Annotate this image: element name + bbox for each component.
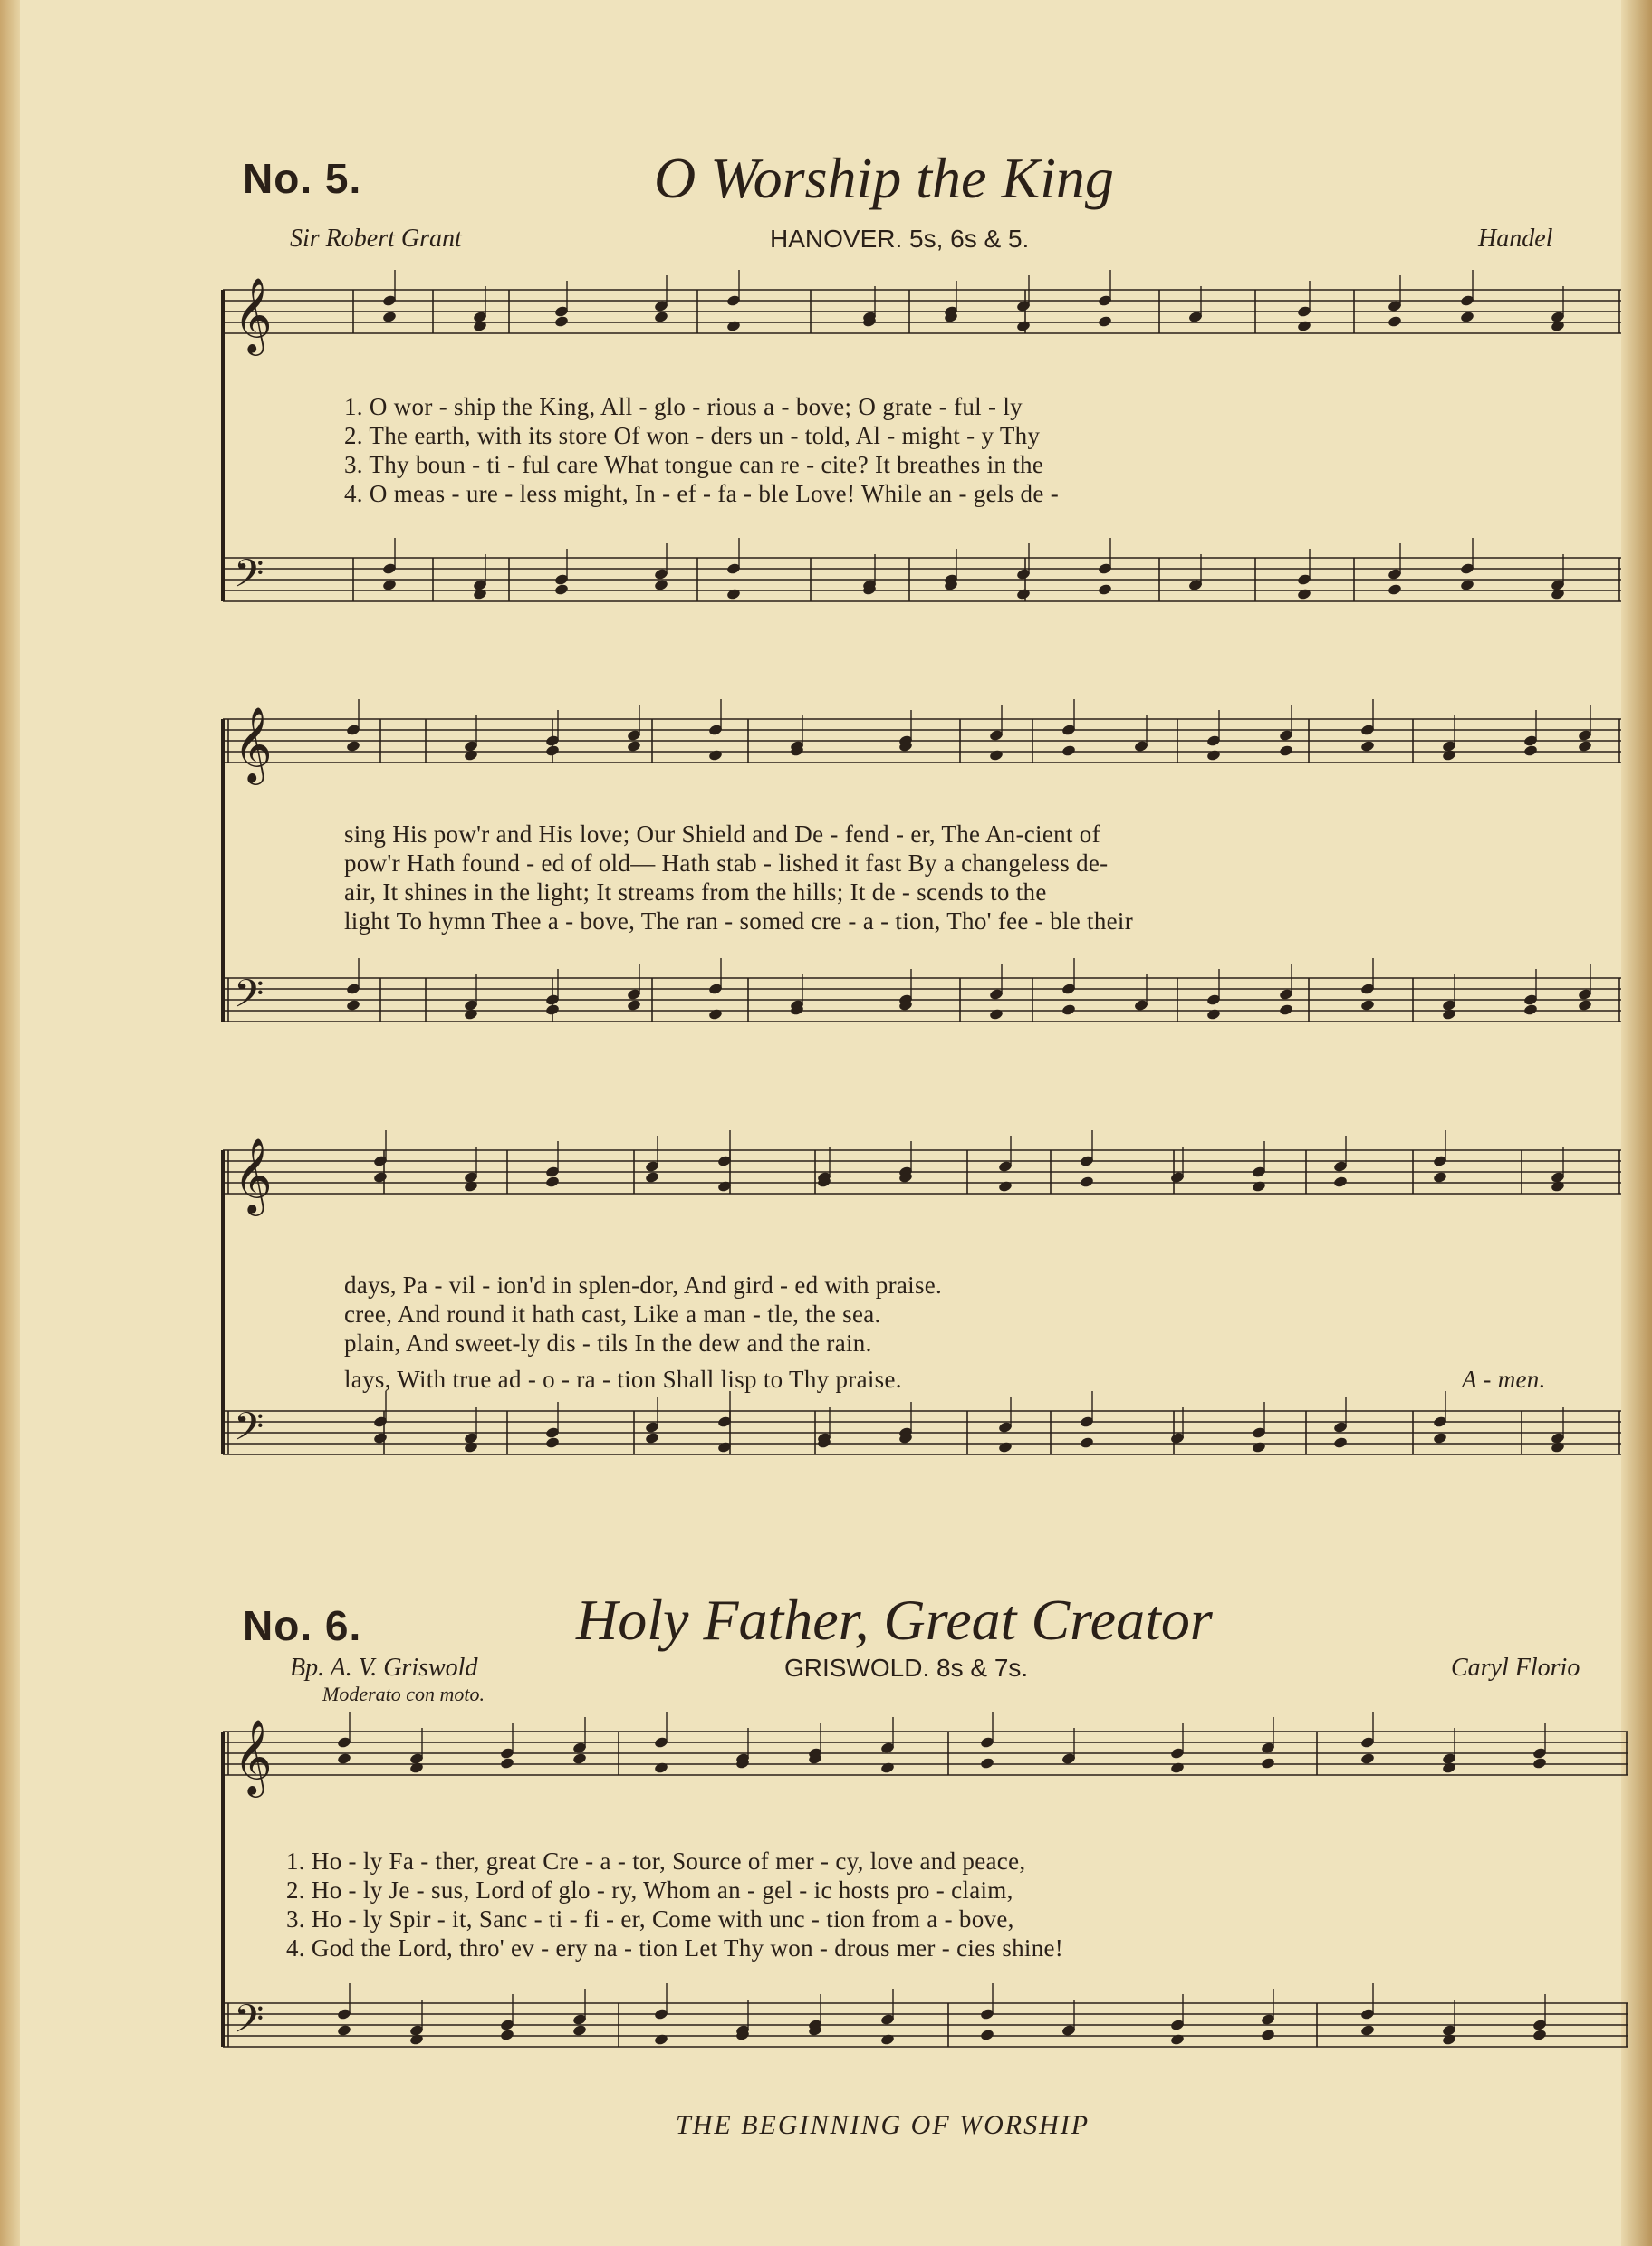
hymn-5-sys1-verse1: 1. O wor - ship the King, All - glo - rious a - bove; O grate - ful - ly xyxy=(344,393,1023,420)
hymn-5-system-2-bass-note xyxy=(1279,1003,1294,1016)
hymn-6-system-1-bass-note xyxy=(500,2029,515,2041)
hymn-5-system-1-treble-note xyxy=(1551,320,1566,332)
hymn-6-system-1-treble-note xyxy=(1360,1752,1376,1765)
hymn-5-sys3-verse4: lays, With true ad - o - ra - tion Shall lisp to Thy praise. xyxy=(344,1366,902,1393)
hymn-6-system-1-treble-note xyxy=(1442,1761,1457,1774)
hymn-6-system-1-bass-note xyxy=(1261,2029,1276,2041)
hymn-5-system-3-bass-note xyxy=(1433,1432,1448,1445)
hymn-6-title: Holy Father, Great Creator xyxy=(576,1588,1213,1652)
hymn-5-system-3-treble-note xyxy=(1551,1180,1566,1193)
hymn-5-system-3-treble-note xyxy=(1252,1180,1267,1193)
hymn-5-system-3-treble-clef: 𝄞 xyxy=(234,1137,273,1213)
hymn-6-system-1-bass-note xyxy=(654,2033,669,2046)
hymn-5-system-2-treble-note xyxy=(1523,744,1539,757)
hymn-6-author: Bp. A. V. Griswold xyxy=(290,1654,478,1682)
hymn-5-system-2-treble-note xyxy=(1279,744,1294,757)
hymn-5-system-1-bass-note xyxy=(726,588,742,600)
hymn-5-system-3-treble-note xyxy=(1433,1171,1448,1184)
hymn-5-system-3-bass-note xyxy=(1551,1441,1566,1454)
hymn-5-system-3-bass-note xyxy=(464,1441,479,1454)
hymn-5-system-3-treble-note xyxy=(545,1176,561,1188)
hymn-5-system-2-bass-note xyxy=(708,1008,724,1021)
hymn-6-system-1-treble-note xyxy=(1532,1757,1548,1770)
hymn-5-system-2-bass-note xyxy=(1206,1008,1222,1021)
hymn-5-system-3-treble-note xyxy=(373,1171,389,1184)
hymn-5-system-1-bass-note xyxy=(1098,583,1113,596)
hymn-5-sys2-verse1: sing His pow'r and His love; Our Shield and De - fend - er, The An-cient of xyxy=(344,821,1100,848)
hymn-5-system-2-treble-note xyxy=(1061,744,1077,757)
hymn-5-system-2-treble-note xyxy=(545,744,561,757)
hymn-5-system-2-treble-note xyxy=(627,740,642,753)
hymn-5-system-3-bass-note xyxy=(1252,1441,1267,1454)
hymn-5-system-2-bass-note xyxy=(346,999,361,1012)
hymn-5-sys3-verse1: days, Pa - vil - ion'd in splen-dor, And gird - ed with praise. xyxy=(344,1272,943,1299)
hymn-6-system-1-treble-note xyxy=(337,1752,352,1765)
hymn-5-sys1-verse4: 4. O meas - ure - less might, In - ef - fa - ble Love! While an - gels de - xyxy=(344,480,1059,507)
hymn-5-system-2-treble-note xyxy=(989,749,1004,762)
hymn-5-sys2-verse3: air, It shines in the light; It streams from the hills; It de - scends to the xyxy=(344,878,1047,906)
hymn-5-system-1-treble-note xyxy=(382,311,398,323)
hymn-5-sys3-verse3: plain, And sweet-ly dis - tils In the dew and the rain. xyxy=(344,1329,872,1357)
hymn-5-system-1-bass-note xyxy=(654,579,669,591)
hymn-5-system-1-treble-note xyxy=(654,311,669,323)
hymn-6-system-1-bass-note xyxy=(880,2033,896,2046)
hymn-5-composer: Handel xyxy=(1478,225,1553,253)
hymn-5-system-2-treble-note xyxy=(1360,740,1376,753)
hymn-5-system-3-treble-note xyxy=(645,1171,660,1184)
hymn-5-system-3-bass-clef: 𝄢 xyxy=(234,1405,264,1459)
hymn-5-system-1-bass-note xyxy=(1551,588,1566,600)
hymn-5-title: O Worship the King xyxy=(654,146,1114,210)
hymn-5-system-2-treble-note xyxy=(708,749,724,762)
hymn-6-system-1-treble-clef: 𝄞 xyxy=(234,1718,273,1794)
hymn-5-system-2-bass-note xyxy=(627,999,642,1012)
hymn-6-verse3: 3. Ho - ly Spir - it, Sanc - ti - fi - er, Come with unc - tion from a - bove, xyxy=(286,1905,1014,1933)
hymn-5-system-1-treble-note xyxy=(1388,315,1403,328)
hymn-5-system-2-treble-note xyxy=(346,740,361,753)
hymn-5-system-2-bass-note xyxy=(1442,1008,1457,1021)
hymn-6-system-1-bass-note xyxy=(980,2029,995,2041)
hymn-5-system-3-bass-note xyxy=(998,1441,1013,1454)
hymn-5-system-1-bass-note xyxy=(382,579,398,591)
hymn-6-system-1-bass-note xyxy=(337,2024,352,2037)
hymn-5-system-2-bass-note xyxy=(1578,999,1593,1012)
hymn-5-system-2-treble-clef: 𝄞 xyxy=(234,705,273,782)
page-footer: THE BEGINNING OF WORSHIP xyxy=(676,2110,1090,2140)
hymn-5-system-1-treble-note xyxy=(726,320,742,332)
hymn-6-number: No. 6. xyxy=(243,1602,362,1649)
hymn-5-system-2-treble-note xyxy=(1206,749,1222,762)
hymn-5-system-3-bass-note xyxy=(545,1436,561,1449)
hymn-6-system-1-bass-clef: 𝄢 xyxy=(234,1997,264,2051)
hymn-5-system-3-bass-note xyxy=(1080,1436,1095,1449)
hymn-5-sys2-verse2: pow'r Hath found - ed of old— Hath stab - lished it fast By a changeless de- xyxy=(344,849,1109,877)
hymn-5-system-2-bass-note xyxy=(989,1008,1004,1021)
hymn-6-system-1-treble-note xyxy=(654,1761,669,1774)
hymn-5-system-1-bass-note xyxy=(1297,588,1312,600)
hymn-5-system-1-treble-note xyxy=(1016,320,1032,332)
hymn-5-system-1-bass-note xyxy=(473,588,488,600)
hymn-5-system-2-bass-note xyxy=(1360,999,1376,1012)
hymn-5-system-3-bass-note xyxy=(1333,1436,1349,1449)
hymn-6-system-1-bass-note xyxy=(1170,2033,1186,2046)
hymn-5-system-1-treble-clef: 𝄞 xyxy=(234,276,273,352)
hymn-5-system-3-treble-note xyxy=(998,1180,1013,1193)
hymn-6-system-1-treble-note xyxy=(880,1761,896,1774)
hymn-6-tempo: Moderato con moto. xyxy=(322,1683,485,1705)
hymn-5-system-1-bass-note xyxy=(1016,588,1032,600)
hymn-5-system-2-bass-note xyxy=(545,1003,561,1016)
hymn-5-system-2-bass-clef: 𝄢 xyxy=(234,972,264,1026)
hymn-5-number: No. 5. xyxy=(243,155,362,202)
hymn-6-system-1-bass-note xyxy=(1360,2024,1376,2037)
hymn-6-tune: GRISWOLD. 8s & 7s. xyxy=(784,1654,1029,1682)
hymn-5-author: Sir Robert Grant xyxy=(290,225,462,253)
hymn-6-system-1-treble-note xyxy=(500,1757,515,1770)
hymn-5-system-3-bass-note xyxy=(645,1432,660,1445)
hymn-6-system-1-bass-note xyxy=(572,2024,588,2037)
hymn-6-system-1-treble-note xyxy=(572,1752,588,1765)
hymn-5-tune: HANOVER. 5s, 6s & 5. xyxy=(770,225,1030,253)
hymn-6-verse2: 2. Ho - ly Je - sus, Lord of glo - ry, Whom an - gel - ic hosts pro - claim, xyxy=(286,1876,1013,1904)
hymn-5-system-3-treble-note xyxy=(464,1180,479,1193)
hymn-5-system-2-bass-note xyxy=(1523,1003,1539,1016)
hymn-5-system-1-treble-note xyxy=(1098,315,1113,328)
hymn-5-sys1-verse2: 2. The earth, with its store Of won - ders un - told, Al - might - y Thy xyxy=(344,422,1041,449)
hymn-5-sys3-verse2: cree, And round it hath cast, Like a man - tle, the sea. xyxy=(344,1301,881,1328)
hymn-5-system-3-treble-note xyxy=(1080,1176,1095,1188)
hymn-5-system-2-treble-note xyxy=(1578,740,1593,753)
hymn-6-verse4: 4. God the Lord, thro' ev - ery na - tion Let Thy won - drous mer - cies shine! xyxy=(286,1934,1064,1962)
hymn-5-system-1-bass-note xyxy=(1388,583,1403,596)
hymn-5-system-3-treble-note xyxy=(1333,1176,1349,1188)
hymn-5-amen: A - men. xyxy=(1462,1366,1546,1393)
hymn-6-composer: Caryl Florio xyxy=(1451,1654,1580,1682)
hymn-5-system-1-treble-note xyxy=(1297,320,1312,332)
hymn-5-system-2-treble-note xyxy=(1442,749,1457,762)
hymn-5-system-2-treble-note xyxy=(464,749,479,762)
hymn-5-system-1-treble-note xyxy=(473,320,488,332)
hymn-5-system-2-bass-note xyxy=(1061,1003,1077,1016)
hymn-6-system-1-bass-note xyxy=(1532,2029,1548,2041)
hymn-5-system-1-bass-note xyxy=(554,583,570,596)
hymn-6-system-1-treble-note xyxy=(409,1761,425,1774)
hymn-5-system-1-treble-note xyxy=(1460,311,1475,323)
hymn-5-system-2-bass-note xyxy=(464,1008,479,1021)
hymn-5-sys2-verse4: light To hymn Thee a - bove, The ran - somed cre - a - tion, Tho' fee - ble their xyxy=(344,907,1134,935)
hymn-5-system-3-bass-note xyxy=(373,1432,389,1445)
hymn-6-system-1-treble-note xyxy=(1170,1761,1186,1774)
hymn-6-verse1: 1. Ho - ly Fa - ther, great Cre - a - tor, Source of mer - cy, love and peace, xyxy=(286,1848,1026,1875)
hymn-6-system-1-bass-note xyxy=(409,2033,425,2046)
hymn-6-system-1-treble-note xyxy=(980,1757,995,1770)
hymn-6-system-1-bass-note xyxy=(1442,2033,1457,2046)
hymn-5-system-1-bass-clef: 𝄢 xyxy=(234,552,264,606)
hymn-5-sys1-verse3: 3. Thy boun - ti - ful care What tongue can re - cite? It breathes in the xyxy=(344,451,1044,478)
hymn-6-system-1-treble-note xyxy=(1261,1757,1276,1770)
hymn-5-system-1-bass-note xyxy=(1460,579,1475,591)
hymn-5-system-1-treble-note xyxy=(554,315,570,328)
